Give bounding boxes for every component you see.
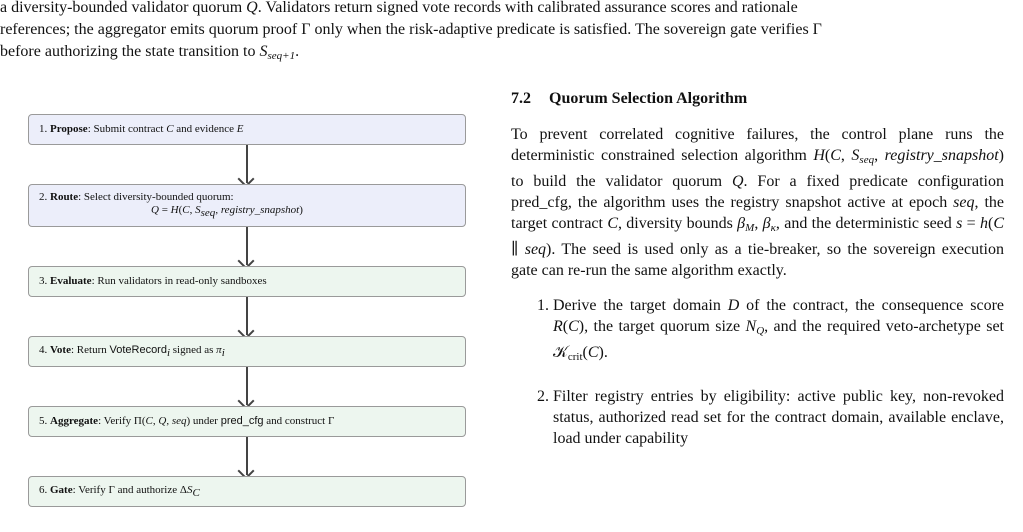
section-7-2 [511,88,1004,467]
step-evaluate: 3. Evaluate: Run validators in read-only sandboxes [28,266,466,297]
arrow-down-2 [246,227,248,265]
intro-line-1: a diversity-bounded validator quorum Q. Validators return signed vote records with calibrated assurance scores and rationale [0,0,798,16]
intro-line-3: before authorizing the state transition to $S_{seq+1}$. [0,43,300,62]
arrow-down-3 [246,297,248,335]
list-item: 2. Filter registry entries by eligibility: active public key, non-revoked status, authorized read set for the contract domain, available enclave, load under capability [553,386,1004,449]
step-aggregate: 5. Aggregate: Verify Π(C, Q, seq) under pred_cfg and construct Γ [28,406,466,437]
step-propose: 1. Propose: Submit contract C and evidence E [28,114,466,145]
list-item: 1. Derive the target domain D of the contract, the consequence score R(C), the target quorum size $N_Q$, and the required veto-archetype set 𝒦$_{crit}$(C). [553,295,1004,368]
step-gate: 6. Gate: Verify Γ and authorize ΔSC [28,476,466,507]
section-paragraph: To prevent correlated cognitive failures, the control plane runs the deterministic constrained selection algorithm H(C, $S_{seq}$, registry_snapshot) to build the validator quorum Q. For a fixed predicate configuration pred_cfg, the algorithm uses the registry snapshot active at epoch seq, the target contract C, diversity bounds $\beta_M$, $\beta_\kappa$, and the deterministic seed s = h(C ∥ seq). The seed is used only as a tie-breaker, so the sovereign execution gate can re-run the same algorithm exactly. [511,126,1005,279]
algorithm-steps [511,295,1004,449]
arrow-down-1 [246,145,248,183]
section-heading: 7.2 Quorum Selection Algorithm [511,90,748,107]
step-vote: 4. Vote: Return VoteRecordi signed as πi [28,336,466,367]
intro-line-2: references; the aggregator emits quorum proof Γ only when the risk-adaptive predicate is satisfied. The sovereign gate verifies Γ [0,21,822,38]
arrow-down-5 [246,437,248,475]
step-route: 2. Route: Select diversity-bounded quorum: Q = H(C, Sseq, registry_snapshot) [28,184,466,227]
arrow-down-4 [246,367,248,405]
